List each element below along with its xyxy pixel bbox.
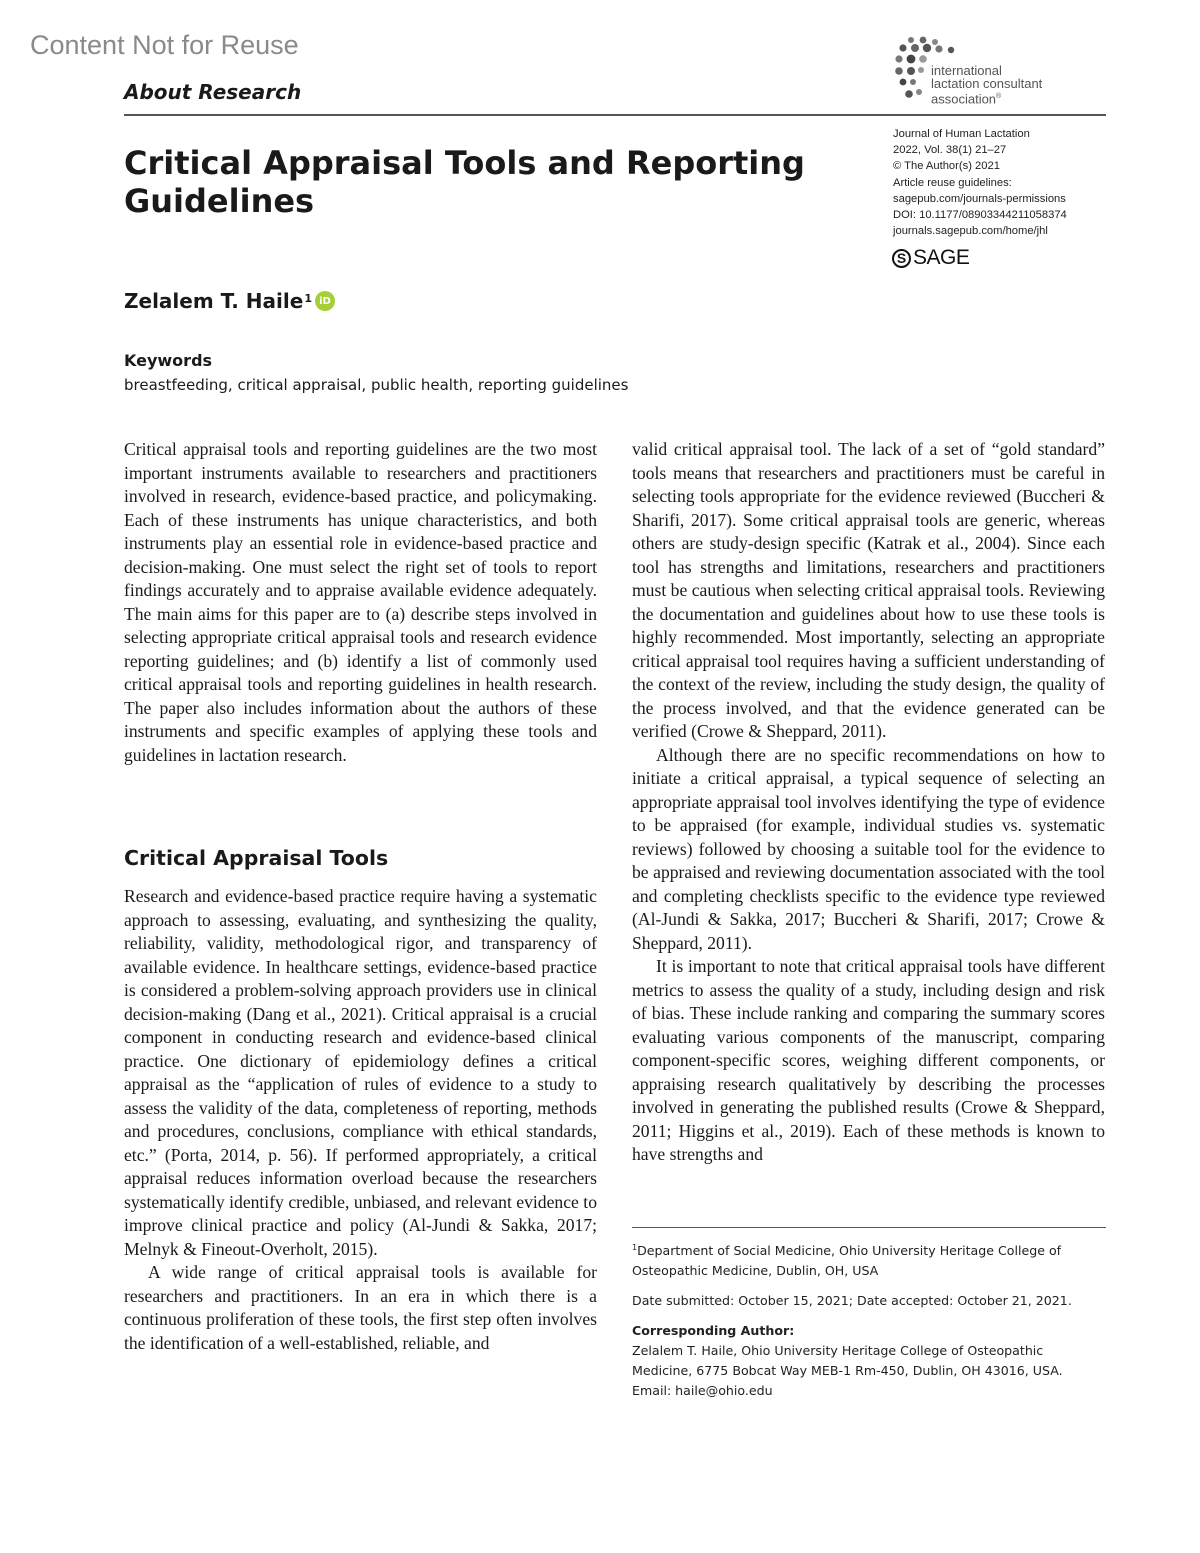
doi-link[interactable]: DOI: 10.1177/08903344211058374 [893, 209, 1067, 222]
body-paragraph-2: A wide range of critical appraisal tools is available for researchers and practitioners. In an era in which there is a continuous proliferation of these tools, the first step often involves the identification of a well-established, reliable, and [124, 1262, 597, 1353]
section-label: About Research [124, 80, 302, 104]
corresponding-author-address: Zelalem T. Haile, Ohio University Heritage College of Osteopathic Medicine, 6775 Bobcat Way MEB-1 Rm-450, Dublin, OH 43016, USA. [632, 1343, 1063, 1379]
footnotes [632, 1238, 1106, 1401]
abstract-paragraph: Critical appraisal tools and reporting guidelines are the two most important instruments available to researchers and practitioners involved in research, evidence-based practice, and policymaking. Each of these instruments has unique characteristics, and both instruments play an essential role in evidence-based practice and decision-making. One must select the right set of tools to report findings accurately and to appraise available evidence adequately. The main aims for this paper are to (a) describe steps involved in selecting appropriate critical appraisal tools and research evidence reporting guidelines; and (b) identify a list of commonly used critical appraisal tools and reporting guidelines in health research. The paper also includes information about the authors of these instruments and specific examples of applying these tools and guidelines in lactation research. [124, 439, 597, 765]
copyright: © The Author(s) 2021 [893, 160, 1000, 173]
keywords-heading: Keywords [124, 351, 213, 370]
keywords-list: breastfeeding, critical appraisal, public health, reporting guidelines [124, 376, 629, 394]
author-name: Zelalem T. Haile [124, 289, 304, 313]
orcid-icon[interactable]: iD [315, 291, 335, 311]
logo-wordmark [931, 64, 1042, 105]
body-paragraph-5: It is important to note that critical appraisal tools have different metrics to assess the quality of a study, including design and risk of bias. These include ranking and comparing the summary scores evaluating various components of the manuscript, comparing component-specific scores, weighing different components, or appraising research qualitatively by describing the processes involved in generating the published results (Crowe & Sheppard, 2011; Higgins et al., 2019). Each of these methods is known to have strengths and [632, 956, 1105, 1164]
journal-volume: 2022, Vol. 38(1) 21–27 [893, 144, 1007, 157]
body-paragraph-3: valid critical appraisal tool. The lack of a set of “gold standard” tools means that researchers and practitioners must be careful in selecting tools appropriate for the evidence reviewed (Buccheri & Sharifi, 2017). Some critical appraisal tools are generic, whereas others are study-design specific (Katrak et al., 2004). Since each tool has strengths and limitations, researchers and practitioners must be cautious when selecting critical appraisal tools. Reviewing the documentation and guidelines about how to use these tools is highly recommended. Most importantly, selecting an appropriate critical appraisal tool requires having a sufficient understanding of the context of the review, including the study design, the quality of the process involved, and that the evidence generated can be verified (Crowe & Sheppard, 2011). [632, 439, 1105, 741]
body-paragraph-1: Research and evidence-based practice require having a systematic approach to assessing, evaluating, and synthesizing the quality, reliability, validity, methodological rigor, and transparency of available evidence. In healthcare settings, evidence-based practice is considered a problem-solving approach providers use in clinical decision-making (Dang et al., 2021). Critical appraisal is a crucial component in conducting research and evidence-based clinical practice. One dictionary of epidemiology defines a critical appraisal as the “application of rules of evidence to a study to assess the validity of the data, completeness of reporting, methods and procedures, conclusions, compliance with ethical standards, etc.” (Porta, 2014, p. 56). If performed appropriately, a critical appraisal reduces information overload because the researchers systematically identify credible, unbiased, and relevant evidence to improve clinical practice and policy (Al-Jundi & Sakka, 2017; Melnyk & Fineout-Overholt, 2015). [124, 886, 597, 1259]
body-paragraph-4: Although there are no specific recommendations on how to initiate a critical appraisal, a typical sequence of selecting an appropriate appraisal tool involves identifying the type of evidence to be appraised (for example, individual studies vs. systematic reviews) followed by choosing a suitable tool for the evidence to be appraised and reviewing documentation associated with the tool and completing checklists specific to the evidence type reviewed (Al-Jundi & Sakka, 2017; Buccheri & Sharifi, 2017; Crowe & Sheppard, 2011). [632, 744, 1105, 953]
logo-line-1: international [931, 63, 1002, 78]
abstract-column [124, 438, 597, 767]
sage-s-icon: S [892, 249, 911, 268]
corresponding-author-email[interactable]: Email: haile@ohio.edu [632, 1383, 773, 1399]
watermark: Content Not for Reuse [30, 30, 299, 60]
reuse-link[interactable]: sagepub.com/journals-permissions [893, 192, 1066, 205]
article-title: Critical Appraisal Tools and Reporting Guidelines [124, 144, 805, 220]
reuse-label: Article reuse guidelines: [893, 176, 1012, 189]
left-body-column [124, 885, 597, 1355]
sage-wordmark: SAGE [913, 246, 970, 269]
footnote-divider [632, 1227, 1106, 1228]
sage-logo [892, 246, 969, 270]
affiliation-mark: 1 [304, 291, 312, 305]
affiliation-note: $^1$Department of Social Medicine, Ohio University Heritage College of Osteopathic Medicine, Dublin, OH, USA [632, 1243, 1062, 1279]
header-divider [124, 114, 1106, 116]
journal-home-link[interactable]: journals.sagepub.com/home/jhl [893, 225, 1048, 238]
journal-name: Journal of Human Lactation [893, 128, 1030, 140]
logo-line-3: association® [931, 91, 1002, 107]
logo-line-2: lactation consultant [931, 76, 1043, 91]
dates-note: Date submitted: October 15, 2021; Date accepted: October 21, 2021. [632, 1293, 1072, 1309]
author-line [124, 289, 335, 313]
ilca-logo [893, 36, 1093, 108]
corresponding-author-heading: Corresponding Author: [632, 1323, 795, 1339]
right-body-column [632, 438, 1105, 1167]
journal-info [893, 126, 1067, 239]
section-heading: Critical Appraisal Tools [124, 846, 389, 870]
